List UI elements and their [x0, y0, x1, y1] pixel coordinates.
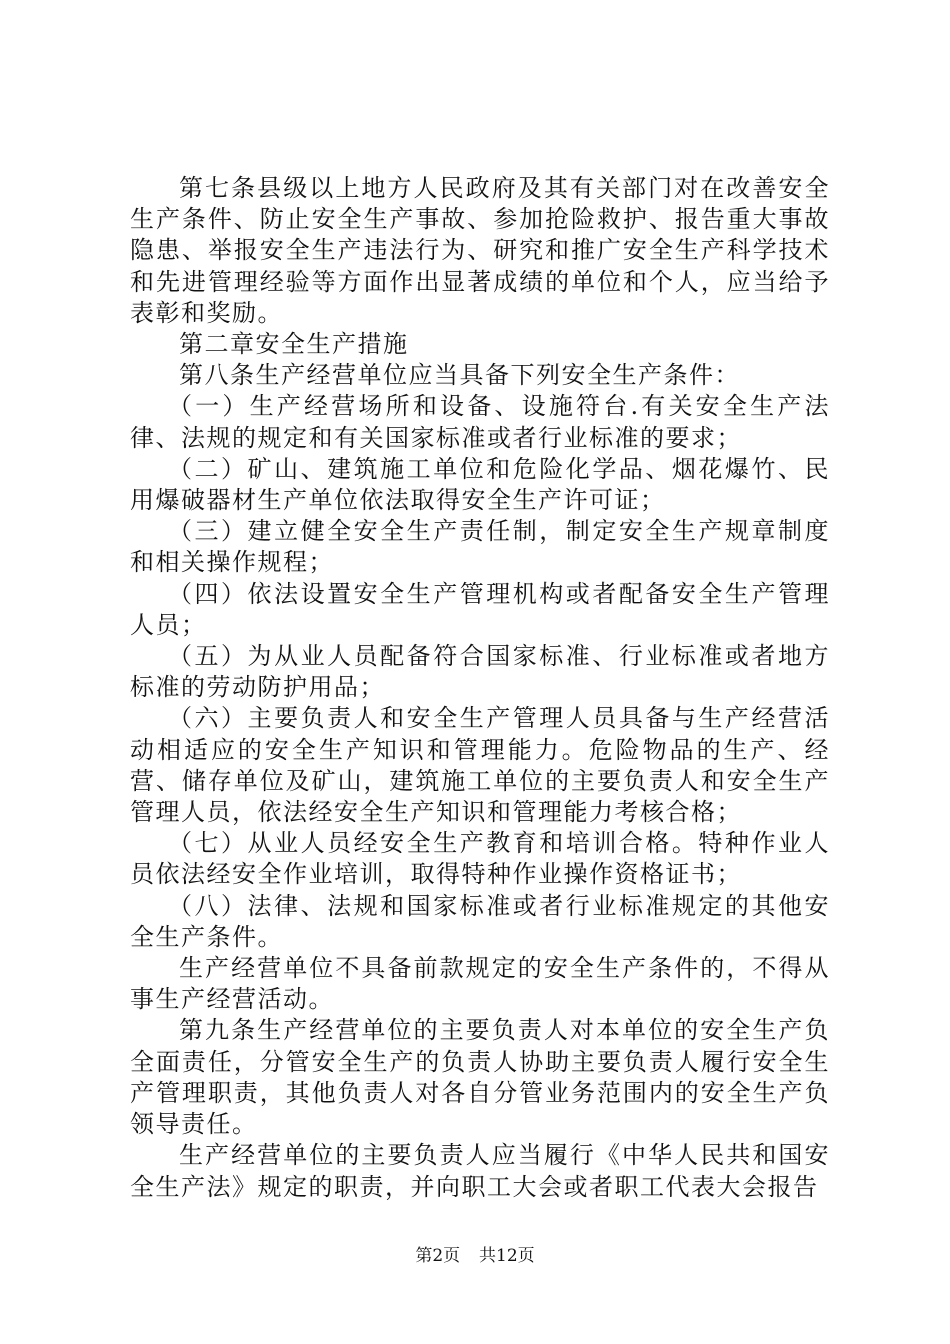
- paragraph-article-9: 第九条生产经营单位的主要负责人对本单位的安全生产负全面责任，分管安全生产的负责人协助主要负责人履行安全生产管理职责，其他负责人对各自分管业务范围内的安全生产负领导责任。: [130, 1016, 830, 1139]
- paragraph-article-8: 第八条生产经营单位应当具备下列安全生产条件：: [179, 361, 740, 390]
- list-item: （一）生产经营场所和设备、设施符台.有关安全生产法律、法规的规定和有关国家标准或者行业标准的要求；: [130, 392, 830, 452]
- chapter-heading: 第二章安全生产措施: [179, 330, 409, 359]
- document-body: [130, 173, 830, 1203]
- list-item: （七）从业人员经安全生产教育和培训合格。特种作业人员依法经安全作业培训，取得特种作业操作资格证书；: [130, 829, 830, 889]
- paragraph-article-7: 第七条县级以上地方人民政府及其有关部门对在改善安全生产条件、防止安全生产事故、参加抢险救护、报告重大事故隐患、举报安全生产违法行为、研究和推广安全生产科学技术和先进管理经验等方面作出显著成绩的单位和个人，应当给予表彰和奖励。: [130, 174, 830, 327]
- paragraph-responsibilities: 生产经营单位的主要负责人应当履行《中华人民共和国安全生产法》规定的职责，并向职工大会或者职工代表大会报告: [130, 1141, 830, 1201]
- page-number: 第2页: [415, 1246, 461, 1266]
- list-item: （六）主要负责人和安全生产管理人员具备与生产经营活动相适应的安全生产知识和管理能力。危险物品的生产、经营、储存单位及矿山，建筑施工单位的主要负责人和安全生产管理人员，依法经安全生产知识和管理能力考核合格；: [130, 704, 830, 827]
- paragraph-requirement: 生产经营单位不具备前款规定的安全生产条件的，不得从事生产经营活动。: [130, 954, 830, 1014]
- page-total: 共12页: [479, 1246, 535, 1266]
- list-item: （三）建立健全安全生产责任制，制定安全生产规章制度和相关操作规程；: [130, 517, 830, 577]
- list-item: （五）为从业人员配备符合国家标准、行业标准或者地方标准的劳动防护用品；: [130, 642, 830, 702]
- list-item: （八）法律、法规和国家标准或者行业标准规定的其他安全生产条件。: [130, 891, 830, 951]
- page-footer: [0, 1241, 950, 1266]
- list-item: （二）矿山、建筑施工单位和危险化学品、烟花爆竹、民用爆破器材生产单位依法取得安全生产许可证；: [130, 454, 830, 515]
- list-item: （四）依法设置安全生产管理机构或者配备安全生产管理人员；: [130, 579, 830, 639]
